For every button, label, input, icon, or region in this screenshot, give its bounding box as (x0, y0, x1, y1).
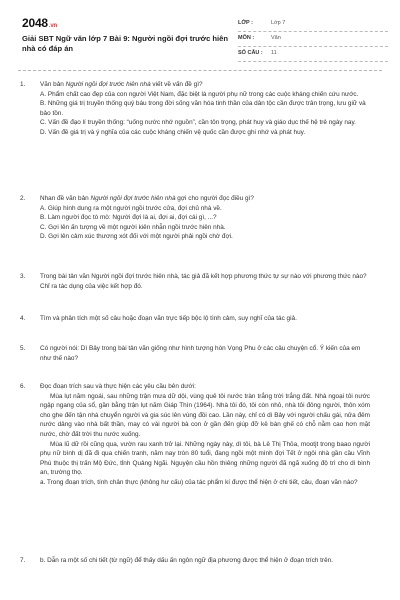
question-body (40, 382, 370, 488)
excerpt-paragraph: Mùa lũ dữ rồi cũng qua, vườn rau xanh trở lại. Những ngày này, dì tôi, bà Lê Thị Thỏa, mootjt trong baao người phụ nữ bình dị đã đi qua chiến tranh, năm nay tròn 80 tuổi, đang ngồi một mình đợi Tết ở ngôi nhà gần cầu Vĩnh Phú thuộc thị trấn Mộ Đức, tỉnh Quảng Ngãi. Nguyện cầu hồn thiêng những người đã ngã xuống độ trì cho dì bình an, trường thọ. (40, 440, 370, 477)
question-number: 4. (20, 315, 26, 322)
question-5 (20, 344, 370, 363)
prompt-text: Nhan đề văn bản (40, 195, 91, 202)
question-prompt (40, 194, 370, 204)
question-body (40, 314, 370, 324)
question-4 (20, 314, 370, 324)
sub-question: a. Trong đoạn trích, tính chân thực (không hư cấu) của tác phẩm kí được thể hiện ở chi tiết, câu, đoạn văn nào? (40, 478, 358, 486)
option-b[interactable]: B. Làm người đọc tò mò: Người đợi là ai, đợi ai, đợi cái gì, ...? (40, 214, 217, 222)
option-d[interactable]: D. Vấn đề giá trị và ý nghĩa của các cuộc kháng chiến vệ quốc cần được ghi nhớ và phát huy. (40, 128, 306, 136)
question-number: 7. (20, 557, 26, 564)
meta-value: 11 (271, 50, 277, 56)
question-body (40, 194, 370, 242)
question-text: Trong bài tản văn Người ngồi đợi trước hiên nhà, tác giả đã kết hợp phương thức tự sự nào với phương thức nào? Chỉ ra tác dụng của việc kết hợp đó. (40, 273, 367, 290)
question-text: b. Dẫn ra một số chi tiết (từ ngữ) để thấy dấu ấn ngôn ngữ địa phương được thể hiện ở đoạn trích trên. (40, 557, 333, 564)
meta-value: Văn (271, 35, 281, 41)
question-number: 5. (20, 345, 26, 352)
question-prompt (40, 80, 370, 90)
meta-row-count (238, 48, 388, 62)
question-number: 2. (20, 195, 26, 202)
question-body (40, 80, 370, 138)
option-c[interactable]: C. Vấn đề đạo lí truyền thống: “uống nước nhớ nguồn”, cần tôn trọng, phát huy và giáo dục thế hệ trẻ ngày nay. (40, 119, 356, 127)
question-number: 1. (20, 81, 26, 88)
prompt-text: viết về vấn đề gì? (150, 81, 203, 88)
document-title: Giải SBT Ngữ văn lớp 7 Bài 9: Người ngồi đợi trước hiên nhà có đáp án (22, 34, 229, 53)
meta-row-class (238, 18, 388, 32)
question-6 (20, 382, 370, 488)
logo-text: 2048 (22, 16, 48, 30)
option-a[interactable]: A. Giúp hình dung ra một người ngồi trước cửa, đợi chủ nhà về. (40, 204, 222, 212)
prompt-text: gợi cho người đọc điều gì? (175, 195, 254, 202)
meta-label: MÔN : (238, 35, 255, 41)
meta-label: SỐ CÂU : (238, 50, 263, 56)
question-body (40, 272, 370, 291)
question-3 (20, 272, 370, 291)
meta-row-subject (238, 33, 388, 47)
option-b[interactable]: B. Những giá trị truyền thống quý báu trong đời sống văn hóa tinh thần của dân tộc cần được trân trọng, lưu giữ và bảo tồn. (40, 100, 366, 117)
question-number: 3. (20, 273, 26, 280)
prompt-italic: Người ngồi đợi trước hiên nhà (65, 81, 151, 88)
document-meta (238, 18, 388, 63)
logo-suffix: .vn (48, 23, 57, 29)
meta-value: Lớp 7 (271, 20, 286, 26)
site-logo[interactable] (22, 16, 57, 30)
question-7 (20, 556, 370, 566)
question-text: Tìm và phân tích một số câu hoặc đoạn văn trực tiếp bộc lộ tình cảm, suy nghĩ của tác giả. (40, 315, 297, 322)
document-header (14, 12, 386, 60)
option-c[interactable]: C. Gợi lên ấn tượng về một người kiên nhẫn ngồi trước hiên nhà. (40, 223, 226, 231)
question-lead: Đọc đoạn trích sau và thực hiện các yêu cầu bên dưới: (40, 383, 196, 390)
question-body (40, 556, 370, 566)
question-2 (20, 194, 370, 242)
excerpt-paragraph: Mùa lụt năm ngoái, sau những trận mưa dữ dội, vùng quê tôi nước tràn trắng trời trắng đất. Nhà ngoại tôi nước ngập ngang của sổ, gần bằng trận lụt năm Giáp Thìn (1964). Nhà tôi đó, tôi còn nhỏ, nhà tôi đông người, thôn xóm cho ghe đến tận nhà chuyển người và gia súc lên vùng đồi cao. Lần này, chỉ có dì Bảy với người chấu gái, nửa đêm nước dâng vào nhà bất thần, may có vài người bà con ở gần đến giúp đỡ kê bàn ghế có chỗ nằm cao hơn mặt nước, chờ đất trời thu nước xuống. (40, 392, 370, 438)
prompt-text: Văn bản (40, 81, 66, 88)
header-divider (18, 70, 382, 71)
option-d[interactable]: D. Gợi lên cảm xúc thương xót đối với một người phải ngồi chờ đợi. (40, 233, 233, 241)
meta-label: LỚP : (238, 20, 253, 26)
option-a[interactable]: A. Phẩm chất cao đẹp của con người Việt Nam, đặc biệt là người phụ nữ trong các cuộc kháng chiến cứu nước. (40, 90, 359, 98)
question-text: Có người nói: Dì Bảy trong bài tản văn giống như hình tượng hòn Vọng Phu ở các câu chuyện cổ. Ý kiến của em như thế nào? (40, 345, 361, 362)
question-1 (20, 80, 370, 138)
question-number: 6. (20, 383, 26, 390)
prompt-italic: Người ngồi đợi trước hiên nhà (90, 195, 176, 202)
question-body (40, 344, 370, 363)
